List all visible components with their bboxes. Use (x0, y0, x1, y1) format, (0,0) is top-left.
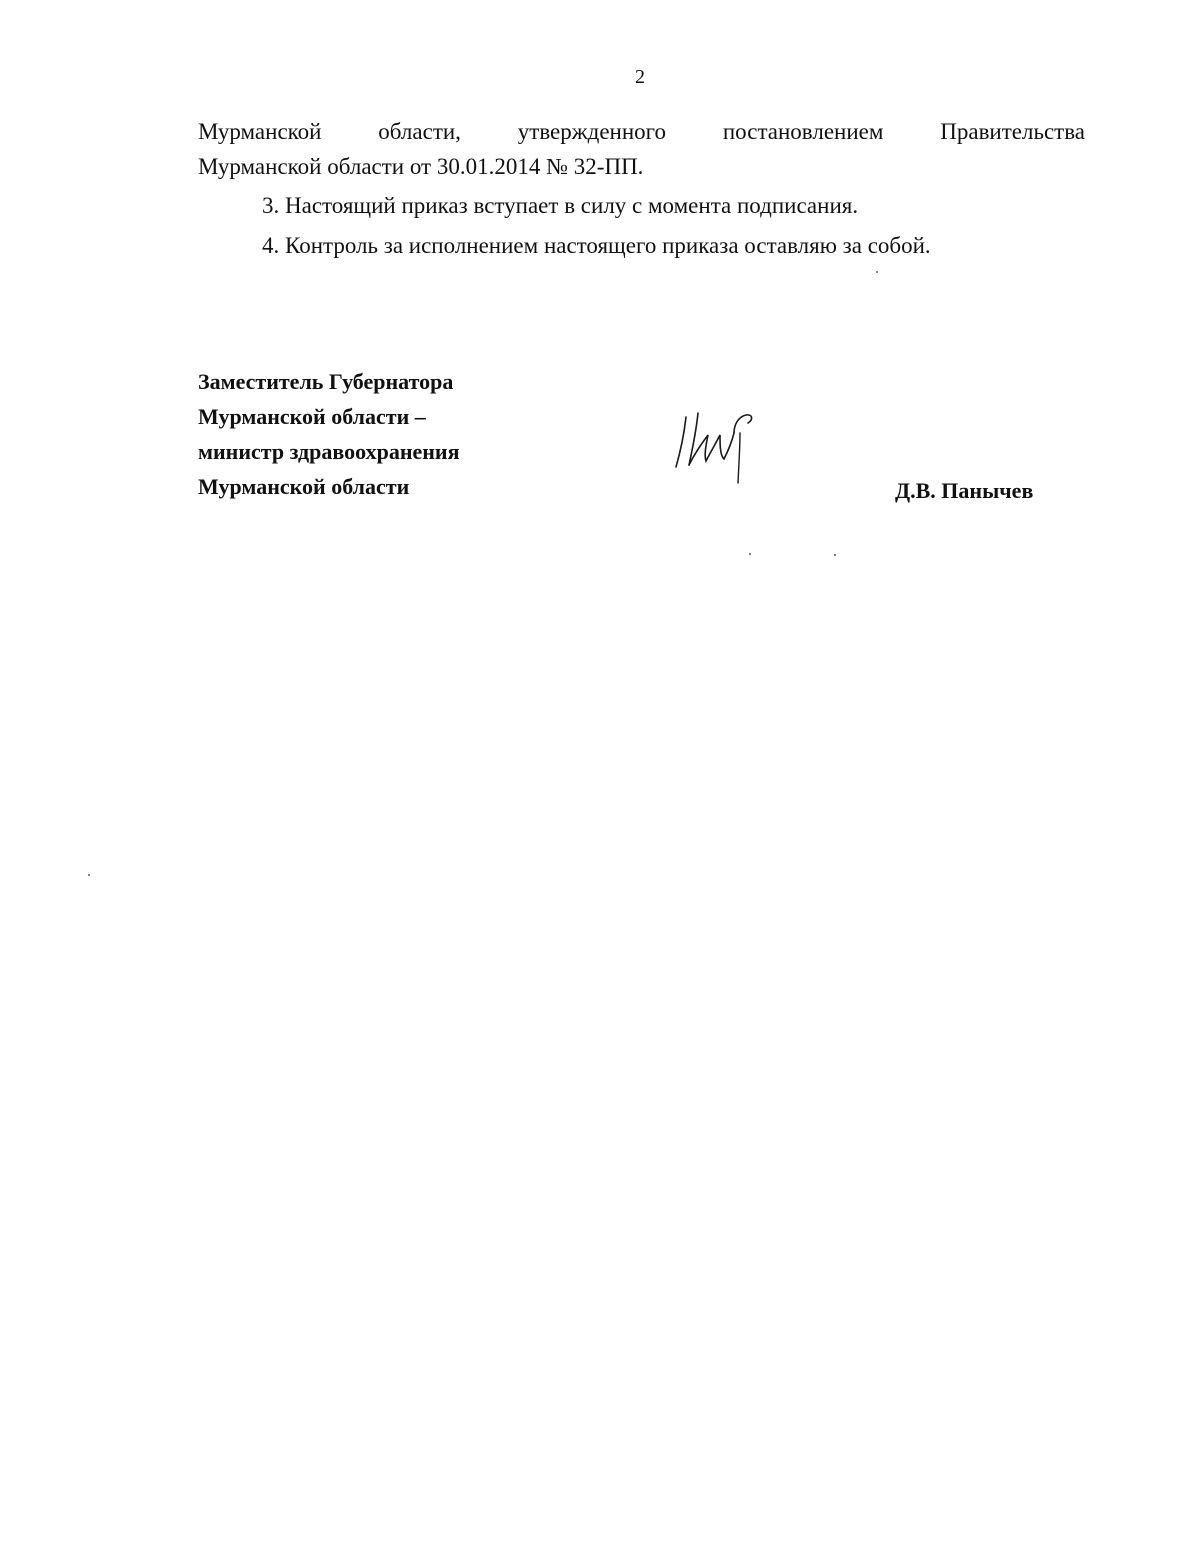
paragraph-item-4: 4. Контроль за исполнением настоящего приказа оставляю за собой. (262, 233, 931, 258)
position-line: министр здравоохранения (198, 439, 460, 464)
scan-speck (876, 271, 878, 273)
scan-speck (88, 874, 90, 876)
scan-speck (749, 553, 751, 555)
scan-speck (834, 554, 836, 556)
position-line: Мурманской области – (198, 404, 426, 429)
paragraph-item-3: 3. Настоящий приказ вступает в силу с момента подписания. (262, 193, 859, 218)
page-number: 2 (635, 66, 645, 88)
paragraph-continuation (198, 114, 1085, 184)
position-line: Мурманской области (198, 474, 410, 499)
signatory-position (198, 364, 460, 504)
signatory-name: Д.В. Панычев (895, 478, 1034, 503)
continuation-line-1: Мурманской области, утвержденного постановлением Правительства (198, 119, 1085, 144)
handwritten-signature (668, 405, 768, 495)
continuation-line-2: Мурманской области от 30.01.2014 № 32-ПП. (198, 154, 644, 179)
position-line: Заместитель Губернатора (198, 369, 454, 394)
